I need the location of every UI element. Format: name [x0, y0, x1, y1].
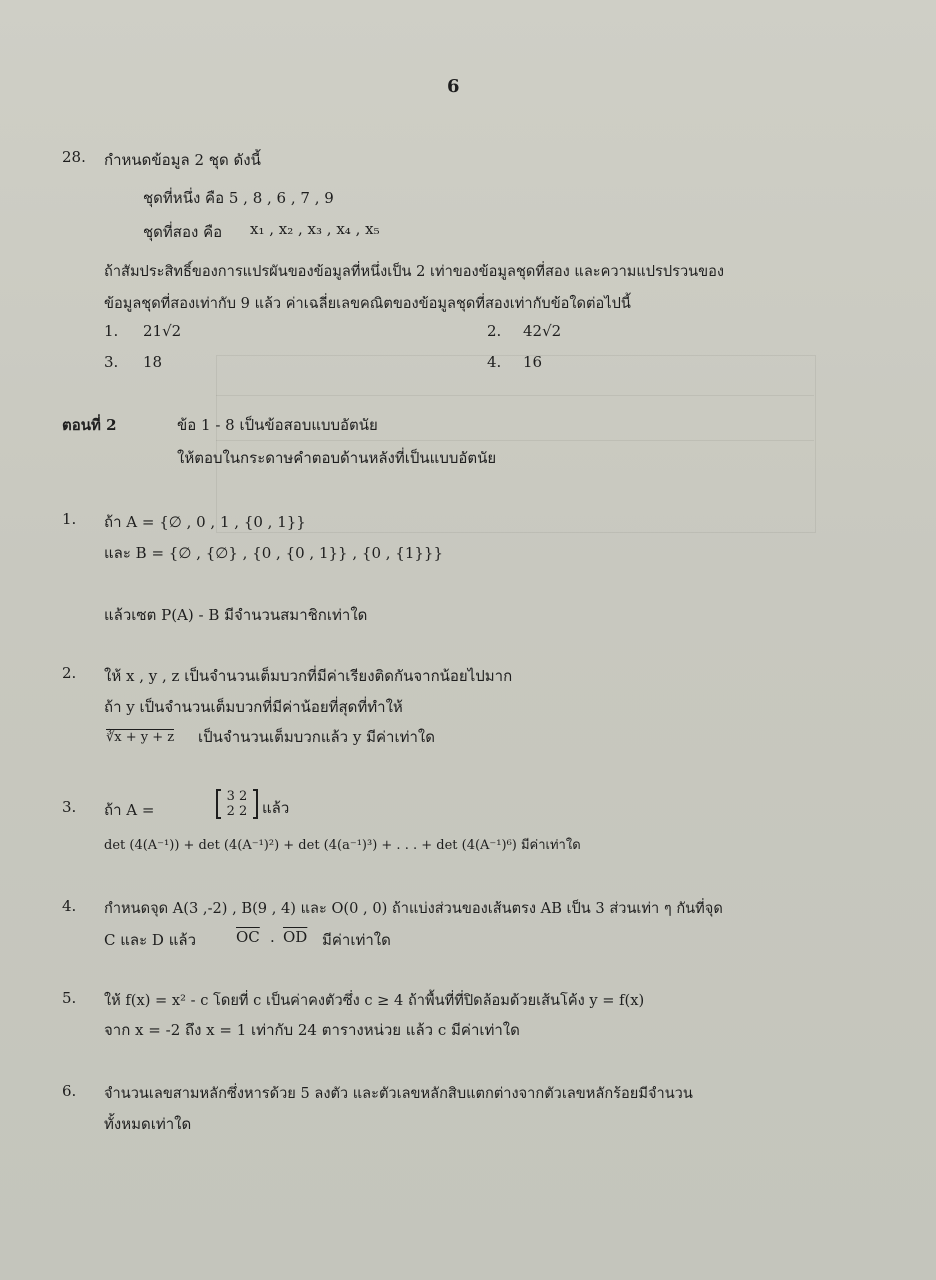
- q28-choice-label: 2.: [487, 322, 502, 340]
- q1-line2: และ B = {∅ , {∅} , {0 , {0 , 1}} , {0 , {1}}}: [104, 544, 444, 562]
- q3-matrix-row2: 2 2: [226, 804, 248, 819]
- part2-description-line1: ข้อ 1 - 8 เป็นข้อสอบแบบอัตนัย: [177, 416, 378, 434]
- q3-lead: ถ้า A =: [104, 801, 155, 819]
- q4-vector-oc: $\overline{OC}$: [236, 928, 260, 946]
- q4-line1: กำหนดจุด A(3 ,-2) , B(9 , 4) และ O(0 , 0) ถ้าแบ่งส่วนของเส้นตรง AB เป็น 3 ส่วนเท่า ๆ กันที่จุด: [104, 900, 723, 917]
- q3-line2: det (4(A⁻¹)) + det (4(A⁻¹)²) + det (4(a⁻¹)³) + . . . + det (4(A⁻¹)⁶) มีค่าเท่าใด: [104, 838, 581, 853]
- q4-vector-od: $\overline{OD}$: [283, 928, 308, 946]
- q2-line1: ให้ x , y , z เป็นจำนวนเต็มบวกที่มีค่าเรียงติดกันจากน้อยไปมาก: [104, 667, 513, 685]
- q6-line1: จำนวนเลขสามหลักซึ่งหารด้วย 5 ลงตัว และตัวเลขหลักสิบแตกต่างจากตัวเลขหลักร้อยมีจำนวน: [104, 1085, 693, 1102]
- q4-line2-start: C และ D แล้ว: [104, 931, 197, 949]
- q1-line1: ถ้า A = {∅ , 0 , 1 , {0 , 1}}: [104, 513, 306, 531]
- q2-number: 2.: [62, 664, 77, 682]
- q28-choice-value: 21√2: [143, 322, 182, 340]
- q28-choice-label: 3.: [104, 353, 119, 371]
- bleed-through-table: [216, 355, 816, 533]
- part2-title: ตอนที่ 2: [62, 416, 117, 434]
- q3-number: 3.: [62, 798, 77, 816]
- q28-set2-values: x₁ , x₂ , x₃ , x₄ , x₅: [250, 220, 380, 238]
- bleed-through-line: [216, 440, 814, 441]
- q5-line2: จาก x = -2 ถึง x = 1 เท่ากับ 24 ตารางหน่วย แล้ว c มีค่าเท่าใด: [104, 1021, 520, 1039]
- q6-line2: ทั้งหมดเท่าใด: [104, 1115, 192, 1133]
- q28-choice-label: 1.: [104, 322, 119, 340]
- q28-set1: ชุดที่หนึ่ง คือ 5 , 8 , 6 , 7 , 9: [143, 189, 334, 207]
- bleed-through-line: [216, 395, 814, 396]
- q28-choice-label: 4.: [487, 353, 502, 371]
- q3-matrix: [216, 789, 258, 819]
- q3-matrix-row1: 3 2: [226, 789, 248, 804]
- q5-number: 5.: [62, 989, 77, 1007]
- q6-number: 6.: [62, 1082, 77, 1100]
- q4-line2-end: มีค่าเท่าใด: [322, 931, 391, 949]
- q28-choice-value: 16: [523, 353, 543, 371]
- q2-line2: ถ้า y เป็นจำนวนเต็มบวกที่มีค่าน้อยที่สุดที่ทำให้: [104, 698, 403, 716]
- q28-choice-value: 18: [143, 353, 163, 371]
- q3-tail: แล้ว: [262, 799, 290, 817]
- part2-description-line2: ให้ตอบในกระดาษคำตอบด้านหลังที่เป็นแบบอัตนัย: [177, 449, 497, 467]
- q1-number: 1.: [62, 510, 77, 528]
- q28-condition-line1: ถ้าสัมประสิทธิ์ของการแปรผันของข้อมูลที่หนึ่งเป็น 2 เท่าของข้อมูลชุดที่สอง และความแปรปรวนของ: [104, 263, 725, 280]
- page-number: 6: [447, 76, 460, 97]
- q1-line3: แล้วเซต P(A) - B มีจำนวนสมาชิกเท่าใด: [104, 606, 368, 624]
- q4-dot: .: [270, 928, 275, 946]
- q2-cube-root-expression: ∛x + y + z: [106, 730, 175, 745]
- q28-intro: กำหนดข้อมูล 2 ชุด ดังนี้: [104, 151, 261, 169]
- q28-choice-value: 42√2: [523, 322, 562, 340]
- q4-number: 4.: [62, 897, 77, 915]
- q2-line3: เป็นจำนวนเต็มบวกแล้ว y มีค่าเท่าใด: [198, 728, 435, 746]
- q28-condition-line2: ข้อมูลชุดที่สองเท่ากับ 9 แล้ว ค่าเฉลี่ยเลขคณิตของข้อมูลชุดที่สองเท่ากับข้อใดต่อไปนี้: [104, 295, 631, 312]
- q28-number: 28.: [62, 148, 86, 166]
- q28-set2-label: ชุดที่สอง คือ: [143, 223, 223, 241]
- q5-line1: ให้ f(x) = x² - c โดยที่ c เป็นค่าคงตัวซึ่ง c ≥ 4 ถ้าพื้นที่ที่ปิดล้อมด้วยเส้นโค้ง y = f(x): [104, 992, 645, 1009]
